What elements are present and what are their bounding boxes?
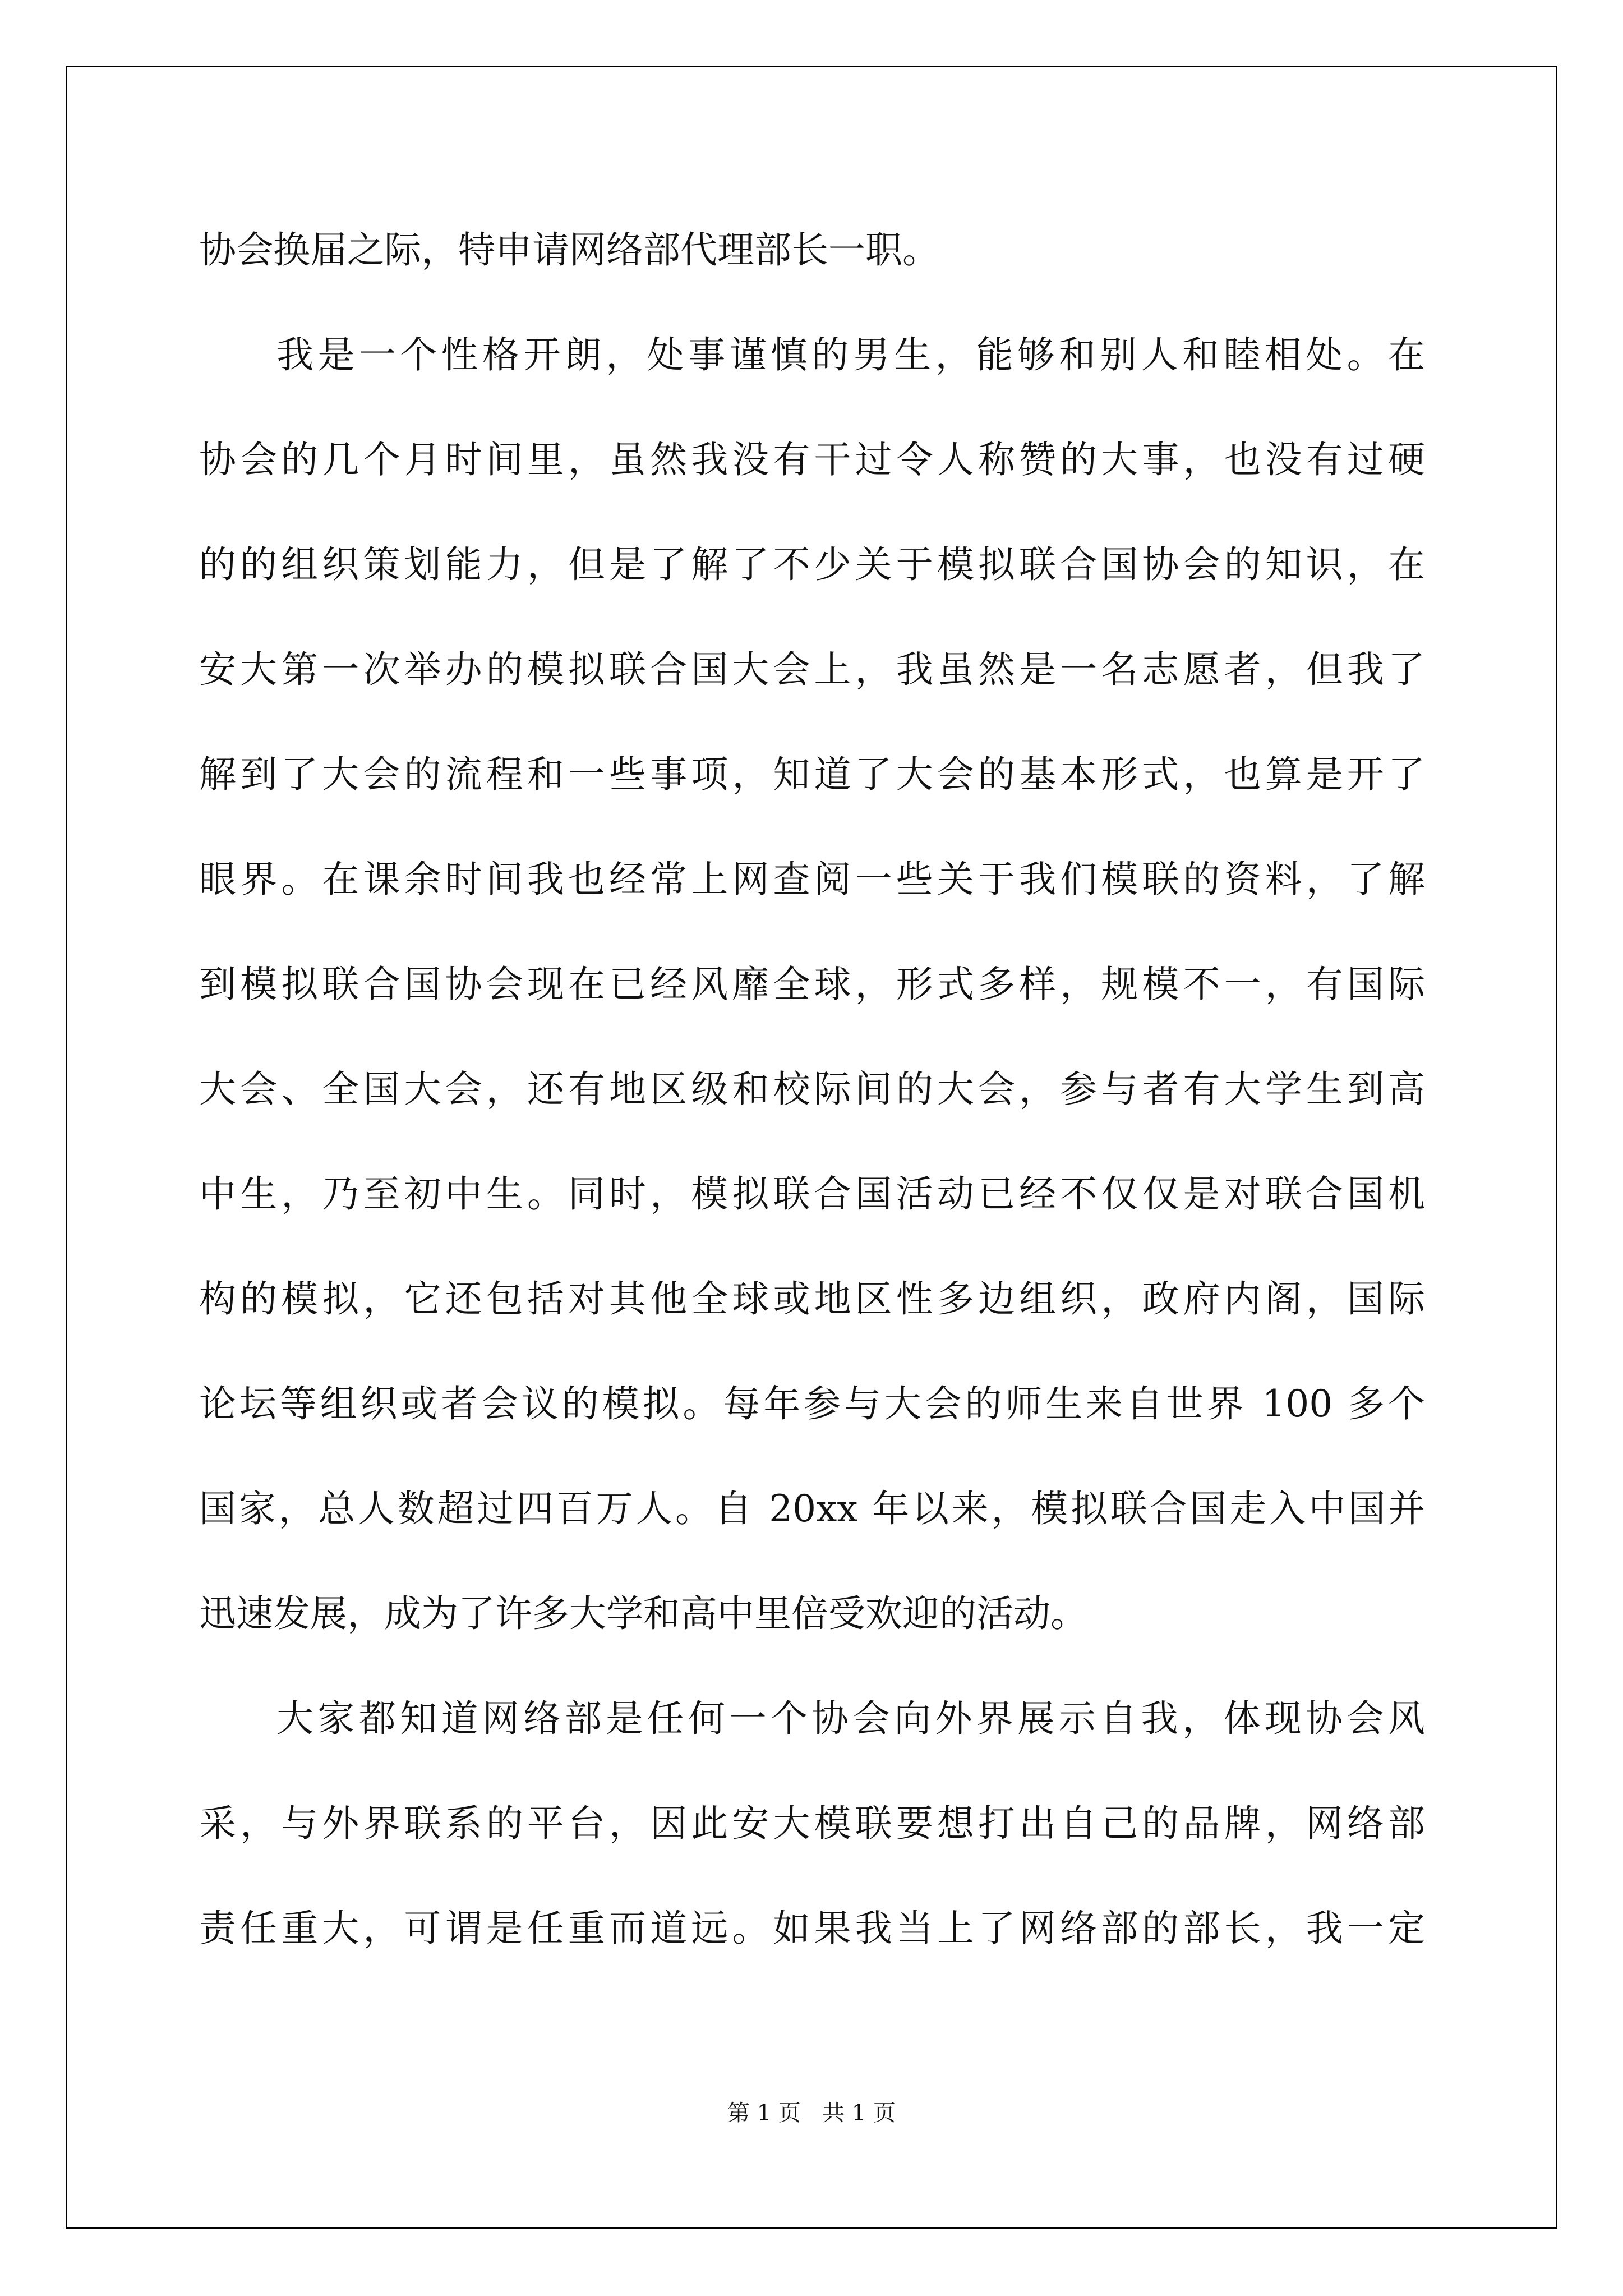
- page-footer: 第 1 页 共 1 页: [727, 2100, 896, 2126]
- text-line: 国家，总人数超过四百万人。自 20xx 年以来，模拟联合国走入中国并: [199, 1487, 1425, 1530]
- document-body: [199, 197, 1425, 1981]
- text-line: 构的模拟，它还包括对其他全球或地区性多边组织，政府内阁，国际: [199, 1277, 1425, 1320]
- text-line: 采，与外界联系的平台，因此安大模联要想打出自己的品牌，网络部: [199, 1802, 1425, 1845]
- text-line: 安大第一次举办的模拟联合国大会上，我虽然是一名志愿者，但我了: [199, 648, 1425, 691]
- text-line: 责任重大，可谓是任重而道远。如果我当上了网络部的部长，我一定: [199, 1907, 1425, 1950]
- text-line: 的的组织策划能力，但是了解了不少关于模拟联合国协会的知识，在: [199, 543, 1425, 586]
- text-line: 中生，乃至初中生。同时，模拟联合国活动已经不仅仅是对联合国机: [199, 1172, 1425, 1216]
- text-line: 大会、全国大会，还有地区级和校际间的大会，参与者有大学生到高: [199, 1068, 1425, 1111]
- paragraph-first-line: 我是一个性格开朗，处事谨慎的男生，能够和别人和睦相处。在: [276, 333, 1425, 376]
- text-line: 迅速发展，成为了许多大学和高中里倍受欢迎的活动。: [199, 1592, 1087, 1635]
- paragraph-first-line: 大家都知道网络部是任何一个协会向外界展示自我，体现协会风: [276, 1697, 1425, 1740]
- text-line: 解到了大会的流程和一些事项，知道了大会的基本形式，也算是开了: [199, 753, 1425, 796]
- text-line: 眼界。在课余时间我也经常上网查阅一些关于我们模联的资料，了解: [199, 858, 1425, 901]
- text-line: 论坛等组织或者会议的模拟。每年参与大会的师生来自世界 100 多个: [199, 1382, 1425, 1425]
- text-line: 到模拟联合国协会现在已经风靡全球，形式多样，规模不一，有国际: [199, 963, 1425, 1006]
- text-line: 协会的几个月时间里，虽然我没有干过令人称赞的大事，也没有过硬: [199, 438, 1425, 481]
- text-line: 协会换届之际，特申请网络部代理部长一职。: [199, 228, 939, 272]
